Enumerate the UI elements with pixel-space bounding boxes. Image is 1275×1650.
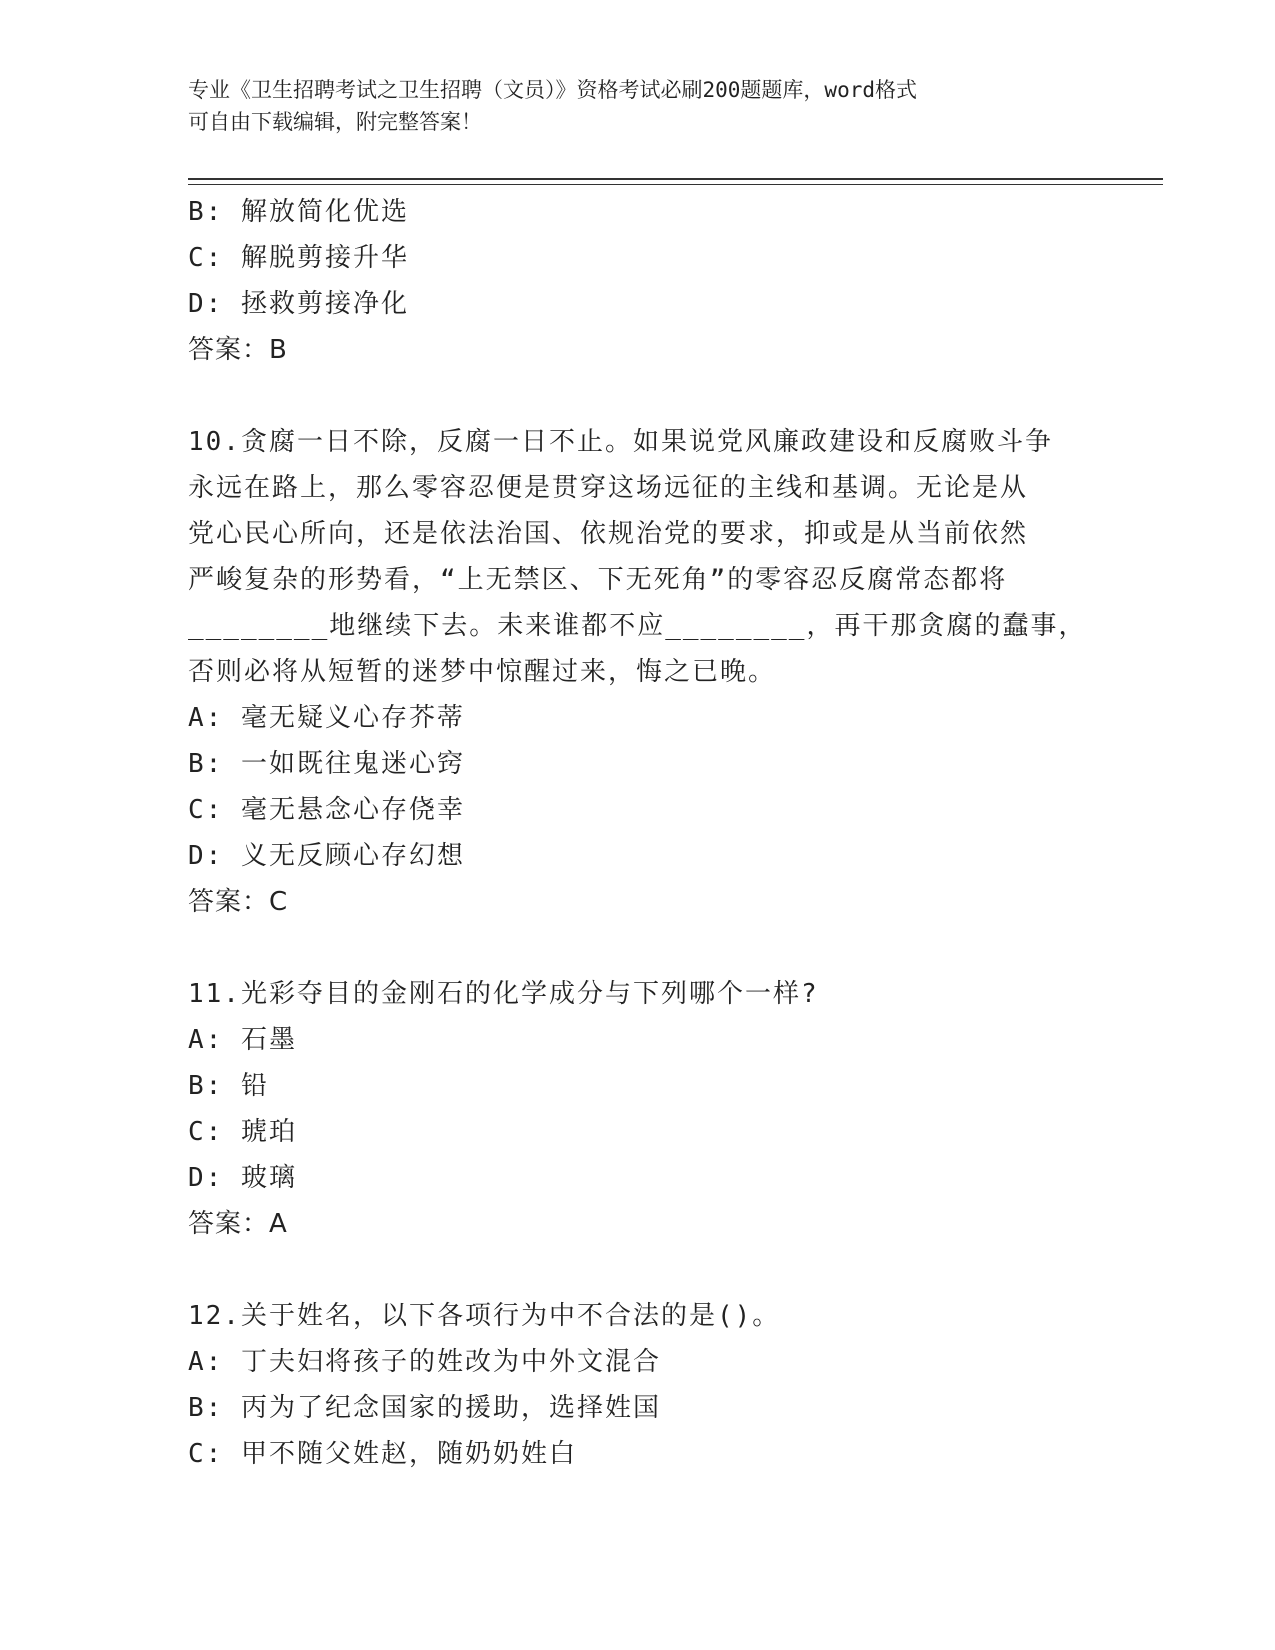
- q11-option-d: D: 玻璃: [188, 1163, 297, 1193]
- q10-option-b: B: 一如既往鬼迷心窍: [188, 749, 465, 779]
- q11-option-c: C: 琥珀: [188, 1117, 297, 1147]
- question-content: [188, 189, 1088, 1477]
- spacer: [188, 373, 1088, 419]
- q10-stem-line-3: 党心民心所向，还是依法治国、依规治党的要求，抑或是从当前依然: [188, 519, 1029, 549]
- q9-answer: 答案：B: [188, 335, 288, 365]
- q10-stem-line-5: ________地继续下去。未来谁都不应________，再干那贪腐的蠢事，: [188, 611, 1087, 641]
- q11-option-a: A: 石墨: [188, 1025, 297, 1055]
- q12-option-b: B: 丙为了纪念国家的援助，选择姓国: [188, 1393, 661, 1423]
- q10-stem-line-4: 严峻复杂的形势看，“上无禁区、下无死角”的零容忍反腐常态都将: [188, 565, 1008, 595]
- q12-option-c: C: 甲不随父姓赵，随奶奶姓白: [188, 1439, 577, 1469]
- q11-answer: 答案：A: [188, 1209, 288, 1239]
- q9-option-b: B: 解放简化优选: [188, 197, 409, 227]
- header-line-1: 专业《卫生招聘考试之卫生招聘（文员）》资格考试必刷200题题库，word格式: [188, 78, 917, 102]
- q10-option-a: A: 毫无疑义心存芥蒂: [188, 703, 465, 733]
- header-line-2: 可自由下载编辑，附完整答案！: [188, 110, 482, 134]
- header-rule-thin: [188, 184, 1163, 185]
- spacer: [188, 1247, 1088, 1293]
- q11-stem: 11.光彩夺目的金刚石的化学成分与下列哪个一样?: [188, 979, 819, 1009]
- document-header: [188, 74, 1068, 138]
- q10-option-c: C: 毫无悬念心存侥幸: [188, 795, 465, 825]
- header-rule-thick: [188, 178, 1163, 180]
- q10-answer: 答案：C: [188, 887, 289, 917]
- question-11: [188, 971, 1088, 1247]
- q11-option-b: B: 铅: [188, 1071, 269, 1101]
- q10-stem-line-2: 永远在路上，那么零容忍便是贯穿这场远征的主线和基调。无论是从: [188, 473, 1029, 503]
- q10-stem-line-1: 10.贪腐一日不除，反腐一日不止。如果说党风廉政建设和反腐败斗争: [188, 427, 1053, 457]
- q10-stem-line-6: 否则必将从短暂的迷梦中惊醒过来，悔之已晚。: [188, 657, 777, 687]
- question-10: [188, 419, 1088, 925]
- q12-option-a: A: 丁夫妇将孩子的姓改为中外文混合: [188, 1347, 661, 1377]
- q10-option-d: D: 义无反顾心存幻想: [188, 841, 465, 871]
- q12-stem: 12.关于姓名，以下各项行为中不合法的是()。: [188, 1301, 781, 1331]
- q9-option-d: D: 拯救剪接净化: [188, 289, 409, 319]
- q9-option-c: C: 解脱剪接升华: [188, 243, 409, 273]
- spacer: [188, 925, 1088, 971]
- question-9: [188, 189, 1088, 373]
- question-12: [188, 1293, 1088, 1477]
